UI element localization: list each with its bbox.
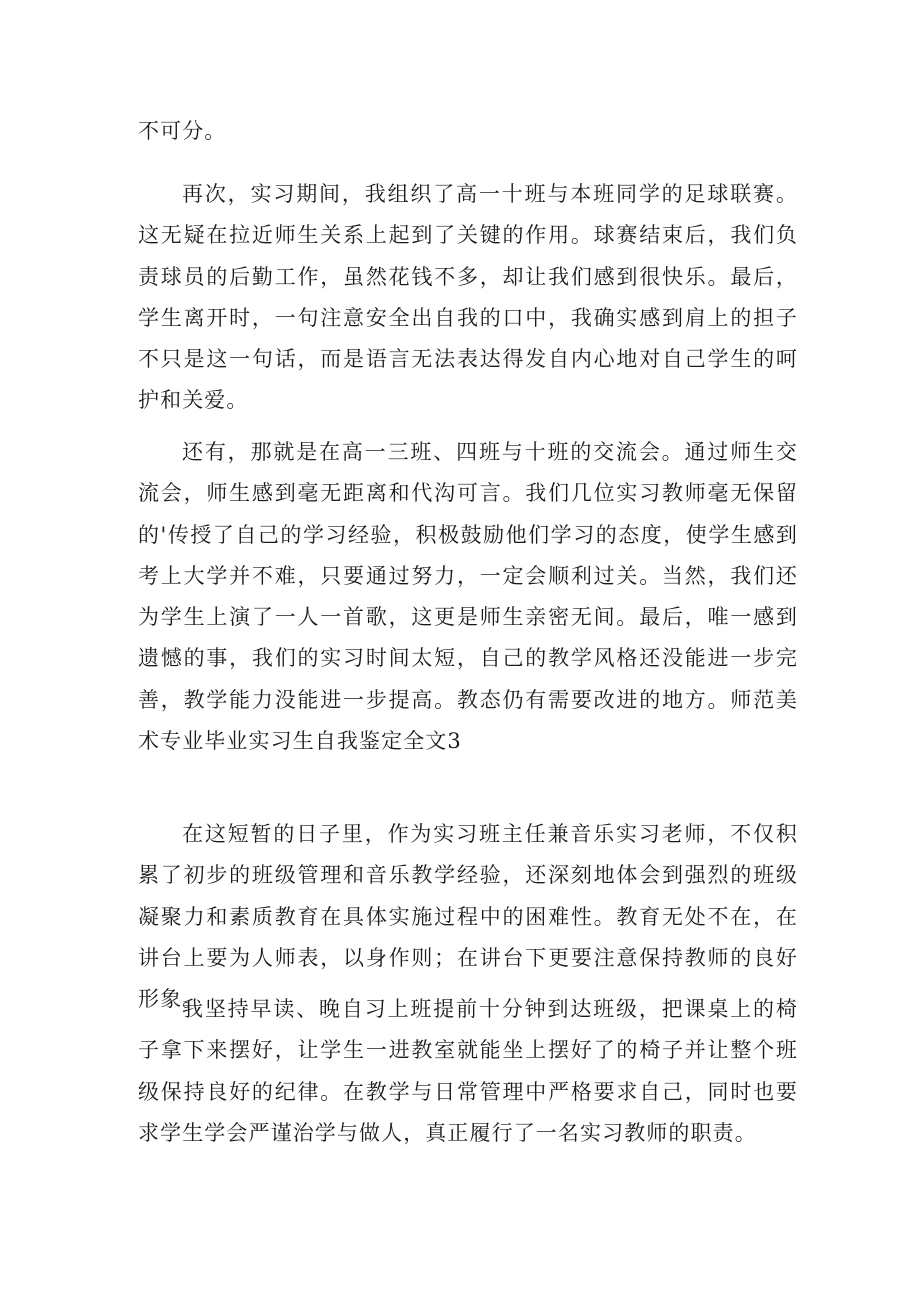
paragraph: 还有，那就是在高一三班、四班与十班的交流会。通过师生交流会，师生感到毫无距离和代沟可言。我们几位实习教师毫无保留的'传授了自己的学习经验，积极鼓励他们学习的态度，使学生感到考上大学并不难，只要通过努力，一定会顺利过关。当然，我们还为学生上演了一人一首歌，这更是师生亲密无间。最后，唯一感到遗憾的事，我们的实习时间太短，自己的教学风格还没能进一步完善，教学能力没能进一步提高。教态仍有需要改进的地方。师范美术专业毕业实习生自我鉴定全文3 <box>138 440 798 754</box>
paragraph-continuation: 不可分。 <box>138 119 227 143</box>
paragraph: 在这短暂的日子里，作为实习班主任兼音乐实习老师，不仅积累了初步的班级管理和音乐教学经验，还深刻地体会到强烈的班级凝聚力和素质教育在具体实施过程中的困难性。教育无处不在，在讲台上要为人师表，以身作则；在讲台下更要注意保持教师的良好形象。 <box>138 822 798 1012</box>
paragraph: 再次，实习期间，我组织了高一十班与本班同学的足球联赛。这无疑在拉近师生关系上起到了关键的作用。球赛结束后，我们负责球员的后勤工作，虽然花钱不多，却让我们感到很快乐。最后，学生离开时，一句注意安全出自我的口中，我确实感到肩上的担子不只是这一句话，而是语言无法表达得发自内心地对自己学生的呵护和关爱。 <box>138 182 798 413</box>
paragraph: 我坚持早读、晚自习上班提前十分钟到达班级，把课桌上的椅子拿下来摆好，让学生一进教室就能坐上摆好了的椅子并让整个班级保持良好的纪律。在教学与日常管理中严格要求自己，同时也要求学生学会严谨治学与做人，真正履行了一名实习教师的职责。 <box>138 997 798 1145</box>
